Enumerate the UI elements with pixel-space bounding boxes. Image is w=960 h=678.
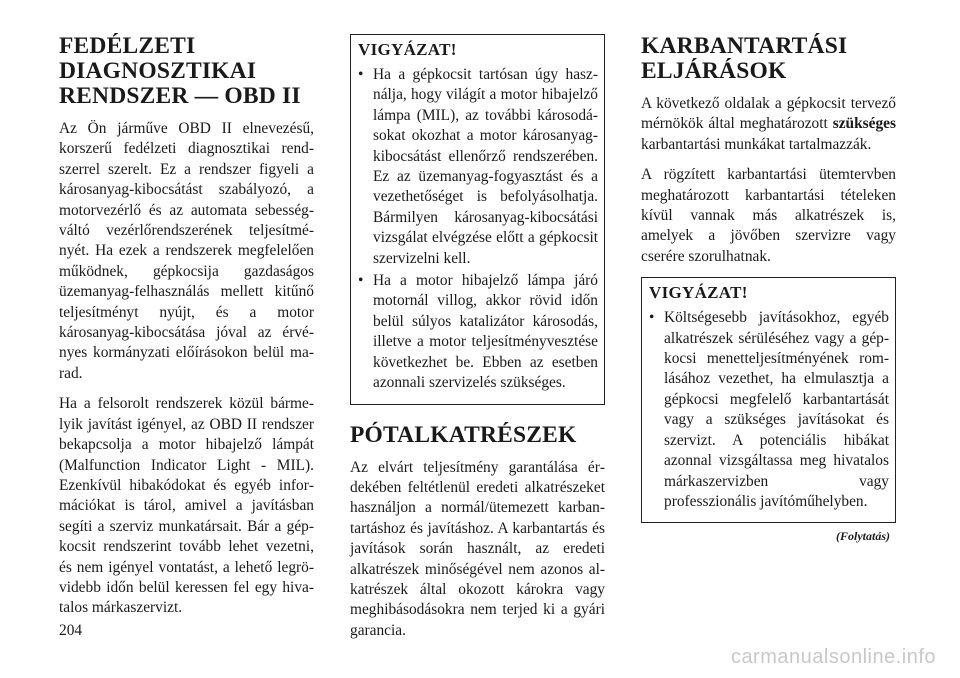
warning-item: • Költségesebb javításokhoz, egyéb alkatrészek sérüléséhez vagy a gépkocsi menetteljesítményének romlásához vezethet, ha elmulasztja a gépkocsi megfelelő karbantartását vagy a szükséges javításokat és szervizt. A potenciális hibákat azonnal vizsgáltassa meg hivatalos márkaszervizben vagy professzionális javítóműhelyben. <box>649 308 889 512</box>
warning-item: • Ha a motor hibajelző lámpa járó motornál villog, akkor rövid időn belül súlyos katalizátor károsodás, illetve a motor teljesítményvesztése következhet be. Ebben az esetben azonnali szervizelés szükséges. <box>358 271 598 393</box>
warning-box-maintenance <box>641 277 896 523</box>
column-right <box>641 34 896 544</box>
column-left <box>59 34 314 629</box>
paragraph-obd-repair: Ha a felsorolt rendszerek közül bármelyik javítást igényel, az OBD II rendszer bekapcsolja a motor hibajelző lámpát (Malfunction Indicator Light - MIL). Ezenkívül hibakódokat és egyéb információkat is tárol, amivel a javításban segíti a szerviz munkatársait. Bár a gépkocsit rendszerint tovább lehet vezetni, és nem igényel vontatást, a lehető legrövidebb időn belül keressen fel egy hivatalos márkaszervizt. <box>59 395 314 617</box>
warning-title: VIGYÁZAT! <box>649 283 748 303</box>
text-segment: A következő oldalak a gépkocsit tervező mérnökök által meghatározott <box>641 95 896 133</box>
page-number: 204 <box>59 622 83 639</box>
text-segment: karbantartási munkákat tartalmazzák. <box>641 135 872 153</box>
warning-box-mil <box>350 34 605 405</box>
column-middle <box>350 34 605 651</box>
section-heading-parts: PÓTALKATRÉSZEK <box>350 421 577 448</box>
section-heading-maintenance: KARBANTARTÁSI ELJÁRÁSOK <box>641 33 848 84</box>
paragraph-parts: Az elvárt teljesítmény garantálása érdekében feltétlenül eredeti alkatrészeket használjon a normál/ütemezett karbantartáshoz és javításhoz. A karbantartás és javítások során használt, az eredeti alkatrészek minőségével nem azonos alkatrészek által okozott károkra vagy meghibásodásokra nem terjed ki a gyári garancia. <box>350 458 605 639</box>
section-heading-obd: FEDÉLZETI DIAGNOSZTIKAI RENDSZER — OBD II <box>59 33 301 109</box>
warning-title: VIGYÁZAT! <box>358 40 457 59</box>
paragraph-maintenance-intro <box>641 94 896 155</box>
paragraph-obd-intro: Az Ön járműve OBD II elnevezésű, korszerű fedélzeti diagnosztikai rendszerrel szerelt. Ez a rendszer figyeli a károsanyag-kibocsátást szabályozó, a motorvezérlő és az automata sebességváltó vezérlőrendszerének teljesítményét. Ha ezek a rendszerek megfelelően működnek, gépkocsija gazdaságos üzemanyag-felhasználás mellett kitűnő teljesítményt nyújt, és a motor károsanyag-kibocsátása jóval az érvényes kormányzati előírásokon belül marad. <box>59 120 314 382</box>
watermark: carmanualsonline.info <box>730 646 936 668</box>
paragraph-maintenance-other: A rögzített karbantartási ütemtervben meghatározott karbantartási tételeken kívül vannak más alkatrészek is, amelyek a jövőben szervizre vagy cserére szorulhatnak. <box>641 166 896 265</box>
continued-label: (Folytatás) <box>836 529 890 544</box>
warning-list <box>649 308 889 512</box>
emphasis-text: szükséges <box>832 115 896 133</box>
warning-list <box>358 65 598 394</box>
warning-item: • Ha a gépkocsit tartósan úgy használja, hogy világít a motor hibajelző lámpa (MIL), az további károsodásokat okozhat a motor károsanyag-kibocsátást ellenőrző rendszerében. Ez az üzemanyag-fogyasztást és a vezethetőséget is befolyásolhatja. Bármilyen károsanyag-kibocsátási vizsgálat elvégzése előtt a gépkocsit szervizelni kell. <box>358 65 598 269</box>
